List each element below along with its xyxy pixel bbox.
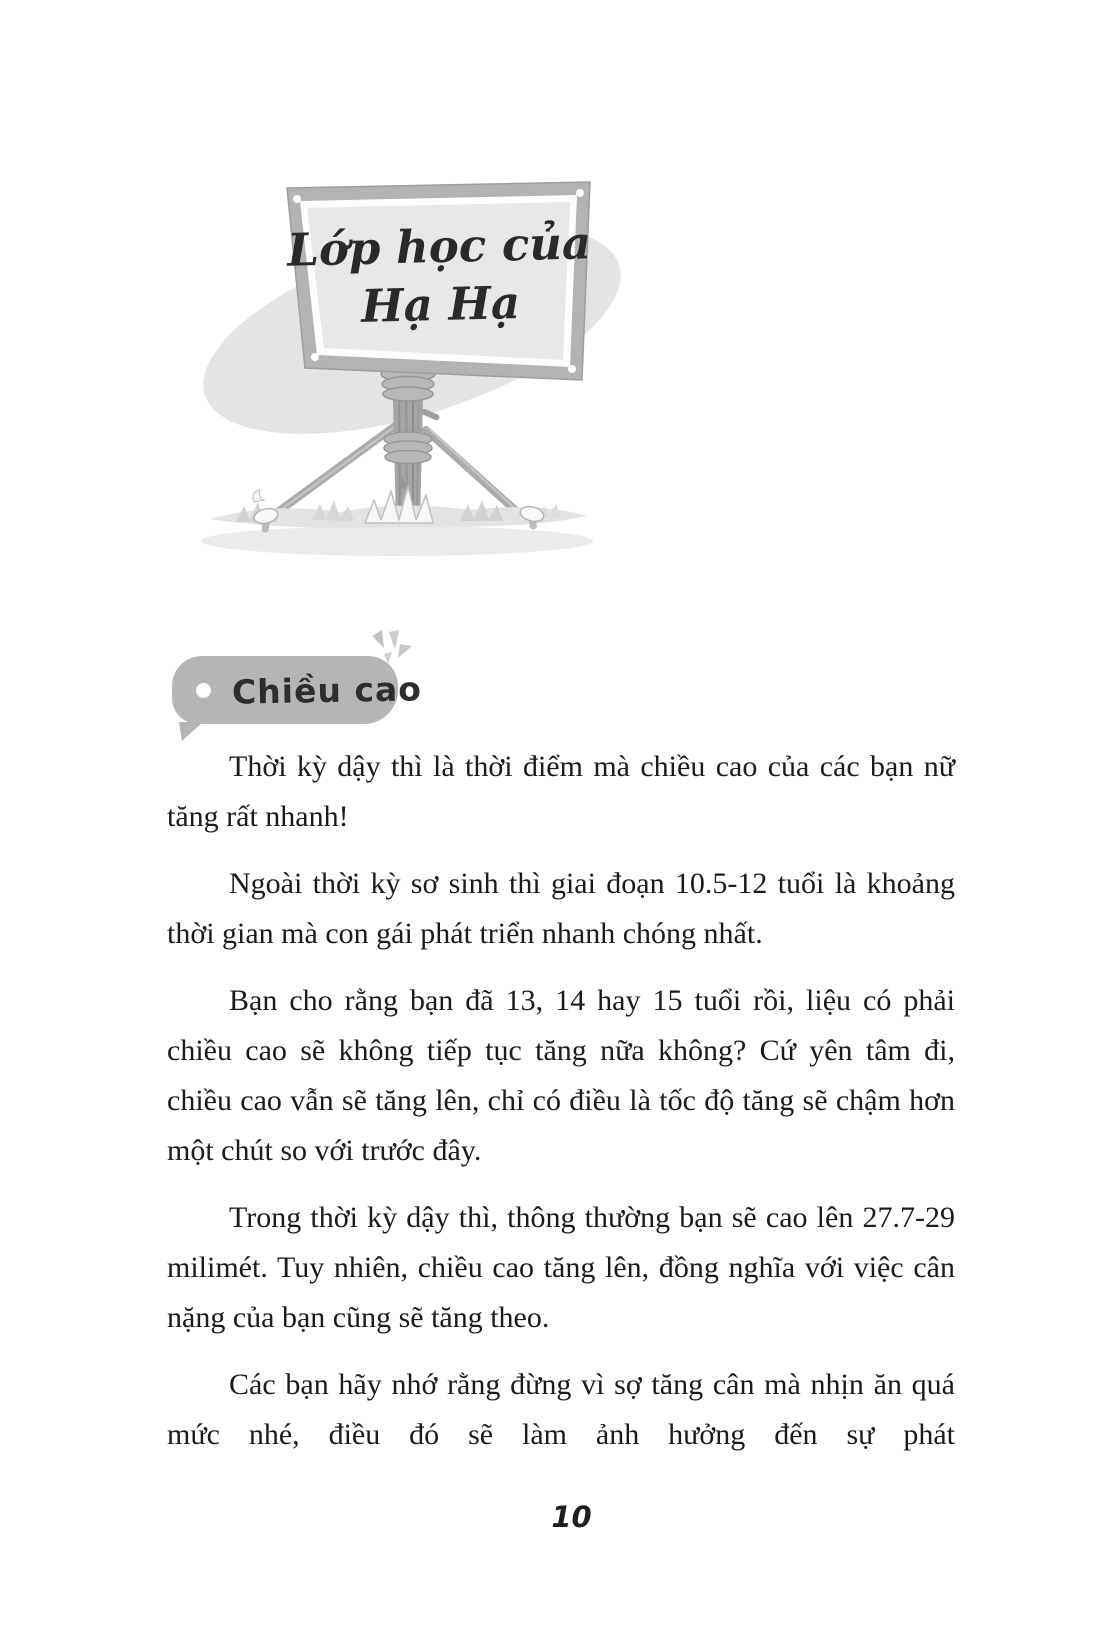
paragraph: Thời kỳ dậy thì là thời điểm mà chiều cao của các bạn nữ tăng rất nhanh! <box>167 750 955 833</box>
paragraph: Bạn cho rằng bạn đã 13, 14 hay 15 tuổi rồi, liệu có phải chiều cao sẽ không tiếp tục tăng nữa không? Cứ yên tâm đi, chiều cao vẫn sẽ tăng lên, chỉ có điều là tốc độ tăng sẽ chậm hơn một chút so với trước đây. <box>167 984 955 1167</box>
paragraph: Ngoài thời kỳ sơ sinh thì giai đoạn 10.5-12 tuổi là khoảng thời gian mà con gái phát triển nhanh chóng nhất. <box>167 867 955 950</box>
body-text <box>167 742 955 1477</box>
section-label-bubble <box>172 656 423 724</box>
section-label: Chiều cao <box>231 668 423 712</box>
sign-title-line2: Hạ Hạ <box>360 276 521 333</box>
sign-board <box>285 182 593 380</box>
classroom-sign-illustration <box>140 150 660 570</box>
spark-icon <box>364 628 414 666</box>
ground-shadow <box>201 526 593 556</box>
sign-title-line1: Lớp học của <box>286 216 592 277</box>
paragraph: Các bạn hãy nhớ rằng đừng vì sợ tăng cân mà nhịn ăn quá mức nhé, điều đó sẽ làm ảnh hưởng đến sự phát <box>167 1368 955 1451</box>
paragraph: Trong thời kỳ dậy thì, thông thường bạn sẽ cao lên 27.7-29 milimét. Tuy nhiên, chiều cao tăng lên, đồng nghĩa với việc cân nặng của bạn cũng sẽ tăng theo. <box>167 1201 955 1334</box>
bullet-dot <box>196 683 211 698</box>
page-number: 10 <box>551 1500 592 1534</box>
